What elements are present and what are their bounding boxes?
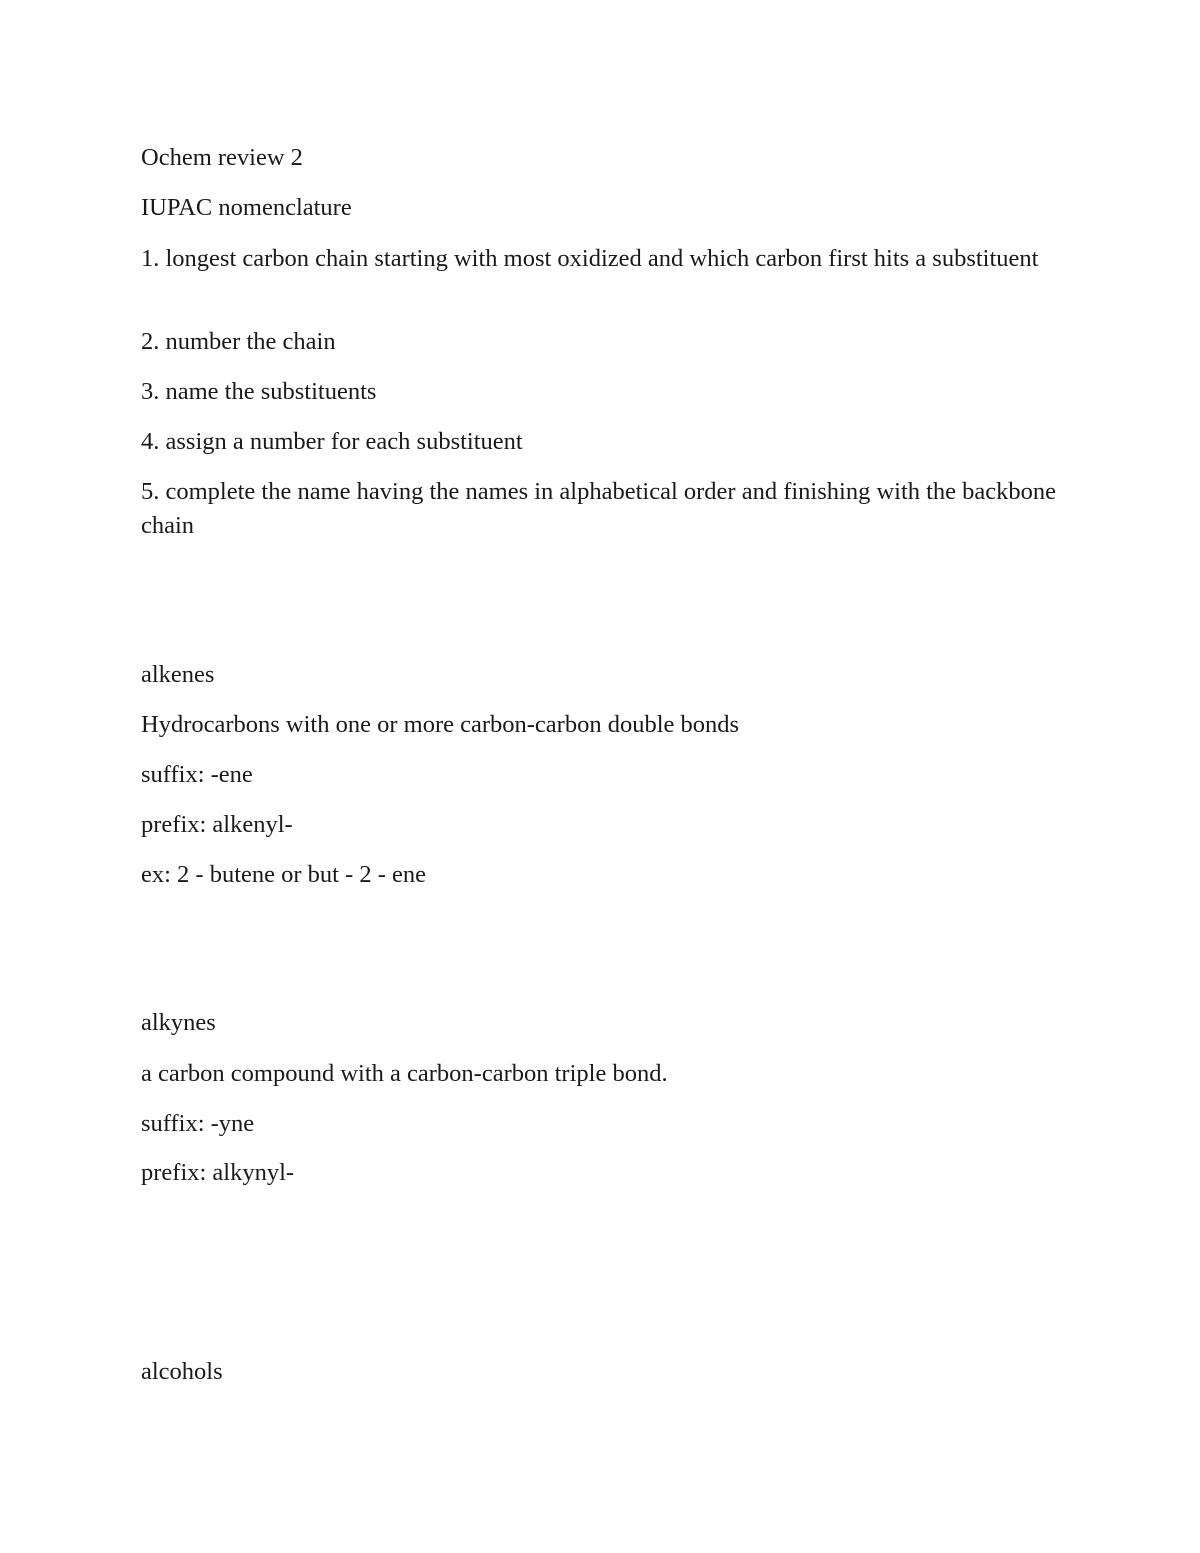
alcohols-heading: alcohols [141,1358,223,1385]
iupac-step-4: 4. assign a number for each substituent [141,428,523,455]
alkenes-prefix: prefix: alkenyl- [141,811,293,838]
document-title: Ochem review 2 [141,144,303,171]
alkenes-suffix: suffix: -ene [141,761,253,788]
alkenes-example: ex: 2 - butene or but - 2 - ene [141,861,427,888]
iupac-step-1: 1. longest carbon chain starting with most oxidized and which carbon first hits a substituent [141,245,1039,272]
alkynes-prefix: prefix: alkynyl- [141,1159,295,1186]
iupac-step-2: 2. number the chain [141,328,336,355]
iupac-heading: IUPAC nomenclature [141,194,352,221]
alkynes-heading: alkynes [141,1009,216,1036]
alkenes-definition: Hydrocarbons with one or more carbon-carbon double bonds [141,711,740,738]
alkynes-definition: a carbon compound with a carbon-carbon triple bond. [141,1060,668,1087]
iupac-step-3: 3. name the substituents [141,378,377,405]
alkynes-suffix: suffix: -yne [141,1110,255,1137]
alkenes-heading: alkenes [141,661,215,688]
iupac-step-5: 5. complete the name having the names in alphabetical order and finishing with the backbone chain [141,478,1057,539]
